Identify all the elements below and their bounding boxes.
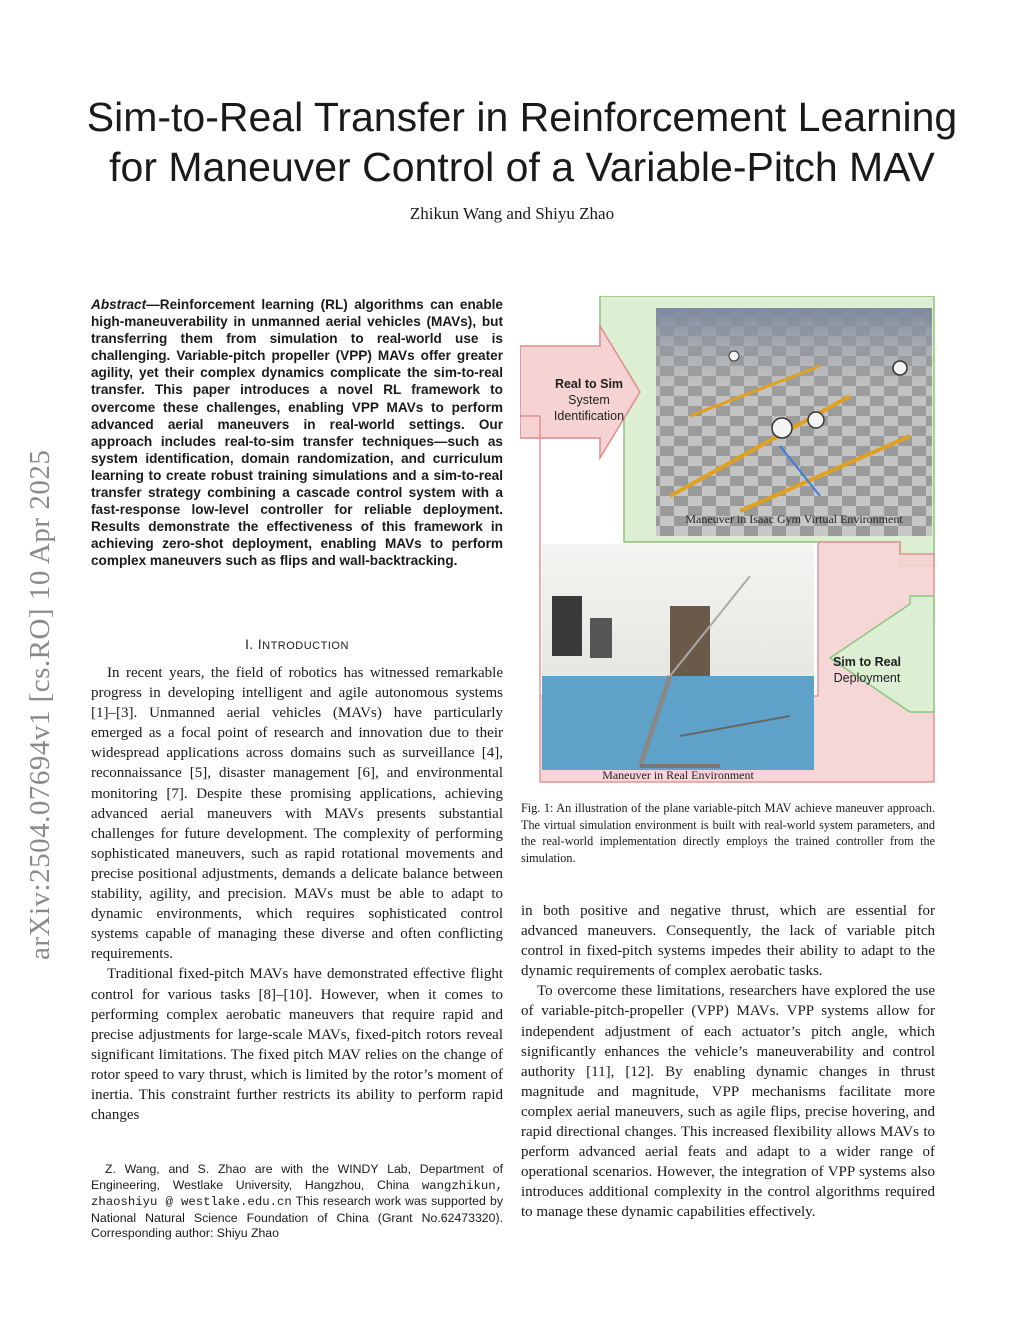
- virtual-environment-caption: Maneuver in Isaac Gym Virtual Environment: [685, 512, 903, 526]
- figure-1-caption: Fig. 1: An illustration of the plane variable-pitch MAV achieve maneuver approach. The virtual simulation environment is built with real-world system parameters, and the real-world implementation directly employs the trained controller from the simulation.: [521, 801, 935, 865]
- footnote-text-2: This research work was supported by National Natural Science Foundation of China (Grant No.62473320). Corresponding author: Shiyu Zhao: [91, 1194, 503, 1241]
- sim-to-real-label: [820, 654, 914, 686]
- footnote-text-1: Z. Wang, and S. Zhao are with the WINDY Lab, Department of Engineering, Westlake University, Hangzhou, China: [91, 1162, 503, 1192]
- title-line-2: for Maneuver Control of a Variable-Pitch MAV: [109, 144, 935, 190]
- right-column-body: [521, 901, 935, 1223]
- right-paragraph-2: To overcome these limitations, researchers have explored the use of variable-pitch-propeller (VPP) MAVs. VPP systems allow for independent adjustment of each actuator’s pitch angle, which significantly enhances the vehicle’s maneuverability and control authority [11], [12]. By enabling dynamic changes in thrust magnitude and magnitude, VPP mechanisms facilitate more complex aerial maneuvers, such as agile flips, precise hovering, and rapid directional changes. This increased flexibility allows MAVs to perform advanced aerial feats and adapt to a wider range of operational scenarios. However, the integration of VPP systems also introduces additional complexity in the control algorithms required to manage these dynamic capabilities effectively.: [521, 983, 935, 1221]
- figure-1-graphic: [520, 296, 936, 784]
- real-to-sim-line3: Identification: [553, 409, 625, 423]
- sim-to-real-line2: Deployment: [833, 671, 901, 685]
- abstract: [91, 296, 503, 570]
- real-environment-image: [542, 544, 814, 770]
- real-environment-caption: Maneuver in Real Environment: [602, 768, 754, 782]
- arxiv-identifier: arXiv:2504.07694v1 [cs.RO] 10 Apr 2025: [24, 449, 56, 960]
- abstract-label: Abstract: [91, 297, 147, 312]
- title-line-1: Sim-to-Real Transfer in Reinforcement Learning: [86, 94, 958, 140]
- abstract-dash: —: [146, 297, 160, 312]
- abstract-text: Reinforcement learning (RL) algorithms can enable high-maneuverability in unmanned aerial vehicles (MAVs), but transferring them from simulation to real-world use is challenging. Variable-pitch propeller (VPP) MAVs offer greater agility, yet their complex dynamics complicate the sim-to-real transfer. This paper introduces a novel RL framework to overcome these challenges, enabling VPP MAVs to perform advanced aerial maneuvers in real-world settings. Our approach includes real-to-sim transfer techniques—such as system identification, domain randomization, and curriculum learning to create robust training simulations and a sim-to-real transfer strategy combining a cascade control system with a fast-response low-level controller for reliable deployment. Results demonstrate the effectiveness of this framework in achieving zero-shot deployment, enabling MAVs to perform complex maneuvers such as flips and wall-backtracking.: [91, 297, 503, 569]
- author-footnote: [91, 1162, 503, 1242]
- section-first-letter: I: [257, 637, 263, 652]
- paper-title: [60, 92, 984, 192]
- real-to-sim-label: [544, 376, 634, 424]
- real-to-sim-line2: System: [568, 393, 610, 407]
- authors: Zhikun Wang and Shiyu Zhao: [409, 204, 615, 223]
- section-numeral: I.: [245, 637, 254, 652]
- simulation-image: [656, 308, 932, 536]
- sim-to-real-title: Sim to Real: [832, 655, 902, 669]
- footnote-email: wangzhikun, zhaoshiyu @ westlake.edu.cn: [91, 1178, 503, 1210]
- left-paragraph-1: In recent years, the field of robotics has witnessed remarkable progress in developing intelligent and agile autonomous systems [1]–[3]. Unmanned aerial vehicles (MAVs) have particularly emerged as a focal point of research and innovation due to their widespread applications across domains such as surveillance [4], reconnaissance [5], disaster management [6], and environmental monitoring [7]. Despite these promising applications, achieving advanced aerial maneuvers with MAVs presents substantial challenges for future development. The complexity of performing sophisticated maneuvers, such as rapid rotational movements and precise positional adjustments, demands a delicate balance between stability, agility, and precision. MAVs must be able to adapt to dynamic environments, which requires sophisticated control systems capable of managing these diverse and often conflicting requirements.: [91, 665, 503, 963]
- right-paragraph-1: in both positive and negative thrust, which are essential for advanced maneuvers. Consequently, the lack of variable pitch control in fixed-pitch systems impedes their ability to adapt to the dynamic requirements of complex aerobatic tasks.: [521, 903, 935, 980]
- left-column-body: [91, 663, 503, 1125]
- left-paragraph-2: Traditional fixed-pitch MAVs have demonstrated effective flight control for various tasks [8]–[10]. However, when it comes to performing complex aerobatic maneuvers that require rapid and precise adjustments for large-scale MAVs, fixed-pitch rotors reveal significant limitations. The fixed pitch MAV relies on the change of rotor speed to vary thrust, which is limited by the rotor’s moment of inertia. This constraint further restricts its ability to perform rapid changes: [91, 966, 503, 1124]
- real-to-sim-title: Real to Sim: [554, 377, 624, 391]
- section-heading-introduction: [91, 637, 503, 652]
- section-rest: NTRODUCTION: [262, 640, 349, 652]
- figure-1: [520, 296, 936, 784]
